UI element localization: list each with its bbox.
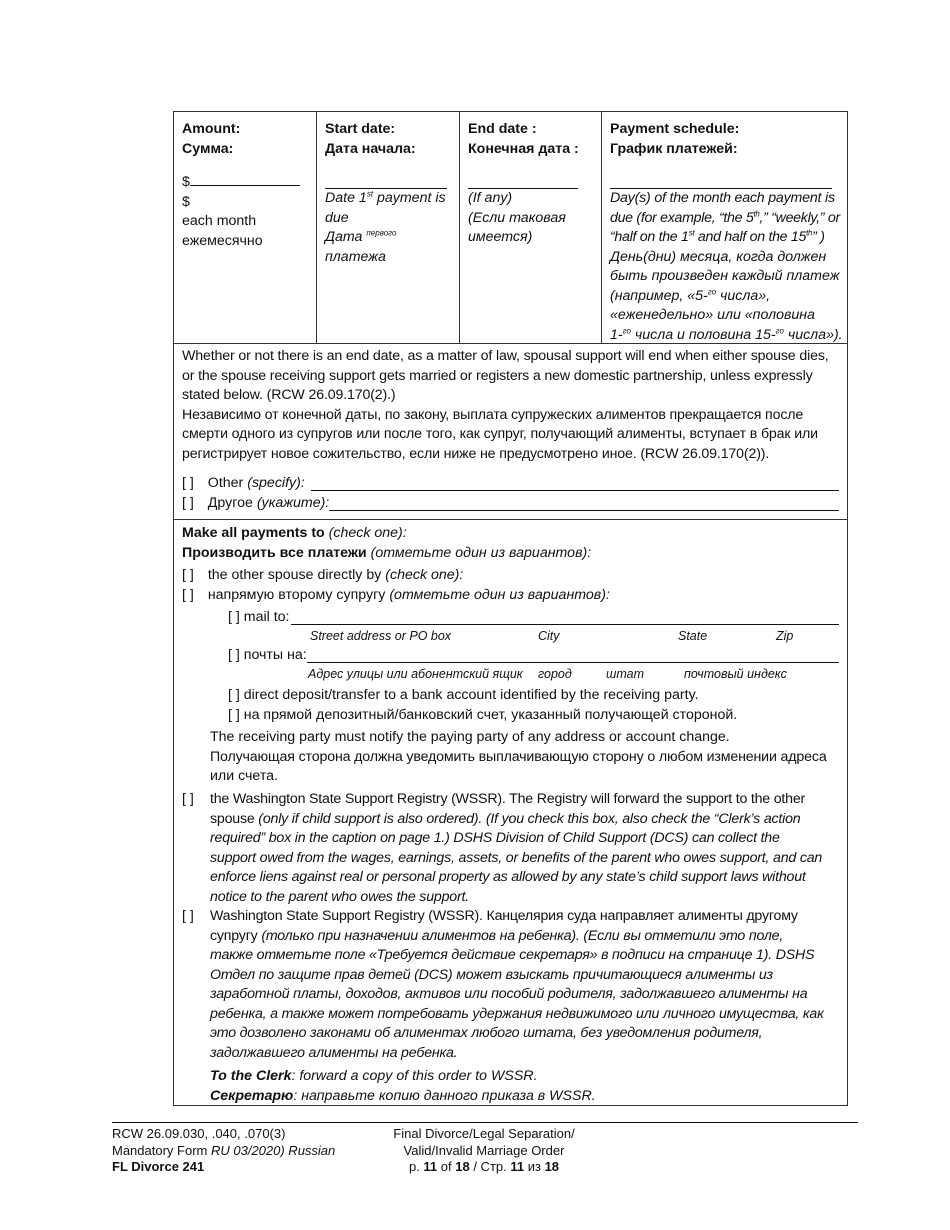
direct-option — [182, 566, 842, 605]
wssr-ru-4: Отдел по защите прав детей (DCS) может взыскать причитающиеся алименты из — [210, 966, 773, 983]
schedule-desc-ru-5c: числа»). — [783, 326, 843, 343]
wssr-ru-7: это дозволено законами об алиментах любого штата, без уведомления родителя, — [210, 1025, 763, 1041]
amount-dollar: $ — [182, 193, 190, 210]
end-date-input-line[interactable] — [468, 171, 578, 189]
other-label-ru: Другое — [207, 495, 257, 511]
direct-label-ru-check: (отметьте один из вариантов): — [389, 586, 610, 603]
other-input-line[interactable] — [311, 490, 839, 491]
start-date-desc-ru: Дата — [325, 229, 363, 245]
clerk-note-en: : forward a copy of this order to WSSR. — [291, 1068, 538, 1084]
end-date-desc-ru1: (Если таковая — [468, 209, 566, 226]
wssr-en-5: enforce liens against real or personal property as allowed by any state’s child support laws without — [210, 869, 806, 885]
other-label-ru-specify: (укажите): — [256, 495, 330, 511]
law-ru-2: смерти одного из супругов или после того, как супруг, получающий алименты, вступает в брак или — [182, 426, 818, 442]
start-date-cell — [325, 120, 455, 267]
schedule-desc-3 — [610, 228, 846, 248]
deposit-option — [228, 686, 838, 725]
law-en-1: Whether or not there is an end date, as a matter of law, spousal support will end when either spouse dies, — [182, 348, 829, 364]
direct-checkbox[interactable]: [ ] — [182, 567, 194, 583]
schedule-cell — [610, 120, 846, 345]
amount-each-month: each month — [182, 213, 257, 229]
mail-city-label-ru: город — [538, 667, 572, 681]
schedule-desc-ru-3b: числа», — [716, 287, 771, 304]
clerk-note — [210, 1067, 840, 1106]
payments-title-ru-check: (отметьте один из вариантов): — [366, 544, 592, 561]
schedule-desc-2a: due (for example, “the 5 — [610, 209, 754, 226]
divider — [601, 112, 602, 343]
payments-title-ru: Производить все платежи — [182, 544, 367, 561]
wssr-en-4: support owed from the wages, earnings, assets, or benefits of the parent who owes support, and can — [210, 849, 823, 866]
mail-zip-label-ru: почтовый индекс — [684, 667, 787, 681]
schedule-desc-ru-4: «еженедельно» или «половина — [610, 307, 815, 323]
schedule-desc-ru-2: быть произведен каждый платеж — [610, 268, 840, 284]
footer-rcw: RCW 26.09.030, .040, .070(3) — [112, 1126, 286, 1141]
notify-en: The receiving party must notify the paying party of any address or account change. — [210, 729, 730, 745]
schedule-desc-2b: ,” “weekly,” or — [759, 209, 840, 226]
mail-state-label: State — [678, 629, 708, 643]
direct-label: the other spouse directly by — [207, 567, 386, 583]
deposit-label-ru[interactable]: [ ] на прямой депозитный/банковский счет, указанный получающей стороной. — [228, 706, 738, 723]
schedule-desc-3b: and half on the 15 — [694, 229, 807, 245]
other-label: Other — [207, 475, 248, 491]
schedule-desc-3a: “half on the 1 — [610, 229, 689, 245]
schedule-desc-2 — [610, 209, 846, 229]
schedule-desc-ru-5a: 1- — [610, 326, 623, 343]
end-date-header-ru: Конечная дата : — [468, 140, 579, 157]
mail-option[interactable]: [ ] mail to: — [228, 609, 290, 625]
mail-option-ru[interactable]: [ ] почты на: — [228, 647, 307, 663]
footer-page-number: 11 — [423, 1159, 438, 1174]
footer-left — [112, 1126, 335, 1176]
wssr-ru-1: Washington State Support Registry (WSSR). Канцелярия суда направляет алименты другому — [210, 908, 798, 924]
footer-center — [372, 1126, 596, 1176]
notify-block — [210, 728, 842, 787]
wssr-en-3: required” box in the caption on page 1.) DSHS Division of Child Support (DCS) can collect the — [210, 830, 780, 846]
mail-address-line[interactable] — [291, 624, 839, 625]
schedule-desc-ru-3 — [610, 287, 846, 307]
other-input-line-ru[interactable] — [329, 510, 839, 511]
clerk-note-ru: : направьте копию данного приказа в WSSR. — [293, 1087, 596, 1104]
wssr-ru-3: также отметьте поле «Требуется действие секретаря» в подписи на странице 1). DSHS — [210, 947, 815, 963]
notify-ru-1: Получающая сторона должна уведомить выплачивающую сторону о любом изменении адреса — [210, 748, 827, 765]
law-en-3: stated below. (RCW 26.09.170(2).) — [182, 387, 396, 403]
mail-address-line-ru[interactable] — [307, 662, 839, 663]
footer-page-number-ru: 11 — [510, 1159, 525, 1174]
footer-title-1: Final Divorce/Legal Separation/ — [393, 1126, 575, 1141]
schedule-desc-3-sup1: st — [688, 228, 695, 238]
start-date-desc-post: payment is due — [325, 190, 446, 226]
mail-street-label-ru: Адрес улицы или абонентский ящик — [308, 667, 523, 681]
footer-mandatory: Mandatory Form — [112, 1142, 211, 1158]
clerk-note-ru-bold: Секретарю — [210, 1087, 294, 1104]
law-section — [182, 347, 844, 464]
footer-mandatory-version: RU 03/2020) Russian — [210, 1142, 336, 1158]
footer-page-of: of — [437, 1159, 456, 1174]
schedule-desc-3-sup2: th — [806, 228, 813, 238]
mail-street-label: Street address or PO box — [310, 629, 452, 643]
start-date-desc-ru-sup: первого — [366, 228, 397, 238]
payments-title — [182, 524, 842, 563]
form-section-frame — [173, 111, 848, 1106]
schedule-desc-ru-5b: числа и половина 15- — [630, 326, 776, 343]
wssr-en-2a: spouse — [210, 810, 259, 827]
start-date-desc: Date 1 — [325, 190, 367, 206]
wssr-option-ru — [210, 907, 846, 1063]
schedule-desc-ru-3a: (например, «5- — [610, 287, 708, 304]
amount-header-ru: Сумма: — [182, 140, 234, 157]
wssr-ru-5: заработной платы, доходов, активов или пособий родителя, задолжавшего алименты на — [210, 986, 808, 1002]
start-date-header-ru: Дата начала: — [325, 140, 416, 157]
law-en-2: or the spouse receiving support gets married or registers a new domestic partnership, unless expressly — [182, 367, 813, 384]
wssr-ru-6: ребенка, а также может потребовать удержания недвижимого или личного имущества, как — [210, 1005, 824, 1022]
divider — [459, 112, 460, 343]
end-date-desc-ru2: имеется) — [468, 229, 533, 245]
schedule-desc-ru-1: День(дни) месяца, когда должен — [610, 248, 827, 265]
footer-page-iz: из — [524, 1159, 545, 1174]
clerk-note-en-bold: To the Clerk — [210, 1068, 292, 1084]
other-label-specify: (specify): — [247, 475, 305, 491]
footer-page-prefix: p. — [408, 1159, 424, 1174]
amount-each-month-ru: ежемесячно — [182, 232, 263, 249]
other-checkbox-ru[interactable]: [ ] — [182, 495, 194, 511]
mail-city-label: City — [538, 629, 560, 643]
mail-state-label-ru: штат — [606, 667, 645, 681]
footer-page-sep: / Стр. — [469, 1159, 511, 1174]
schedule-desc-1: Day(s) of the month each payment is — [610, 190, 835, 206]
amount-input-line[interactable] — [190, 171, 300, 186]
start-date-desc-ru2: платежа — [325, 248, 386, 265]
wssr-ru-8: задолжавшего алименты на ребенка. — [210, 1044, 458, 1061]
end-date-header: End date : — [468, 121, 537, 137]
footer-page-total: 18 — [455, 1159, 470, 1174]
footer-page-total-ru: 18 — [544, 1159, 560, 1174]
wssr-ru-2b: (только при назначении алиментов на ребенка). (Если вы отметили это поле, — [261, 927, 784, 944]
end-date-cell — [468, 120, 598, 248]
direct-label-ru: напрямую второму супругу — [207, 586, 390, 603]
amount-dollar-sign: $ — [182, 174, 190, 190]
schedule-header: Payment schedule: — [610, 121, 740, 137]
wssr-checkbox[interactable]: [ ] — [182, 791, 194, 807]
deposit-label[interactable]: [ ] direct deposit/transfer to a bank account identified by the receiving party. — [228, 687, 699, 703]
divider — [174, 519, 847, 520]
wssr-en-1: the Washington State Support Registry (WSSR). The Registry will forward the support to the other — [210, 791, 806, 807]
schedule-desc-ru-3-sup: го — [707, 286, 717, 296]
divider — [316, 112, 317, 343]
start-date-input-line[interactable] — [325, 171, 447, 189]
schedule-desc-ru-5-sup2: го — [775, 325, 784, 335]
mail-zip-label: Zip — [776, 629, 794, 643]
amount-header: Amount: — [182, 121, 241, 137]
law-ru-1: Независимо от конечной даты, по закону, выплата супружеских алиментов прекращается после — [182, 406, 804, 423]
schedule-desc-2-sup: th — [753, 208, 760, 218]
start-date-desc-sup: st — [366, 189, 374, 199]
wssr-en-6: notice to the parent who owes the support. — [210, 888, 469, 905]
payments-title-en-check: (check one): — [324, 525, 407, 541]
footer-form-id: FL Divorce 241 — [112, 1159, 205, 1174]
footer-page — [372, 1159, 596, 1176]
amount-cell — [182, 120, 312, 251]
schedule-desc-ru-5 — [610, 326, 846, 346]
schedule-input-line[interactable] — [610, 171, 832, 189]
law-ru-3: регистрирует новое сожительство, если ниже не предусмотрено иное. (RCW 26.09.170(2)). — [182, 445, 770, 462]
payments-title-en: Make all payments to — [182, 525, 325, 541]
notify-ru-2: или счета. — [210, 768, 278, 784]
wssr-en-2b: (only if child support is also ordered). (If you check this box, also check the “Clerk’s action — [258, 810, 801, 827]
footer-title-2: Valid/Invalid Marriage Order — [403, 1142, 565, 1158]
wssr-option — [210, 790, 846, 907]
direct-checkbox-ru[interactable]: [ ] — [182, 586, 194, 603]
wssr-checkbox-ru[interactable]: [ ] — [182, 908, 194, 924]
wssr-ru-2a: супругу — [210, 927, 262, 944]
schedule-desc-3c: ” ) — [812, 229, 825, 245]
direct-label-check: (check one): — [385, 567, 464, 583]
start-date-header: Start date: — [325, 121, 396, 137]
schedule-desc-ru-5-sup1: го — [622, 325, 631, 335]
end-date-desc: (If any) — [468, 190, 513, 206]
other-checkbox[interactable]: [ ] — [182, 475, 194, 491]
schedule-header-ru: График платежей: — [610, 140, 738, 157]
footer-divider — [112, 1122, 858, 1123]
